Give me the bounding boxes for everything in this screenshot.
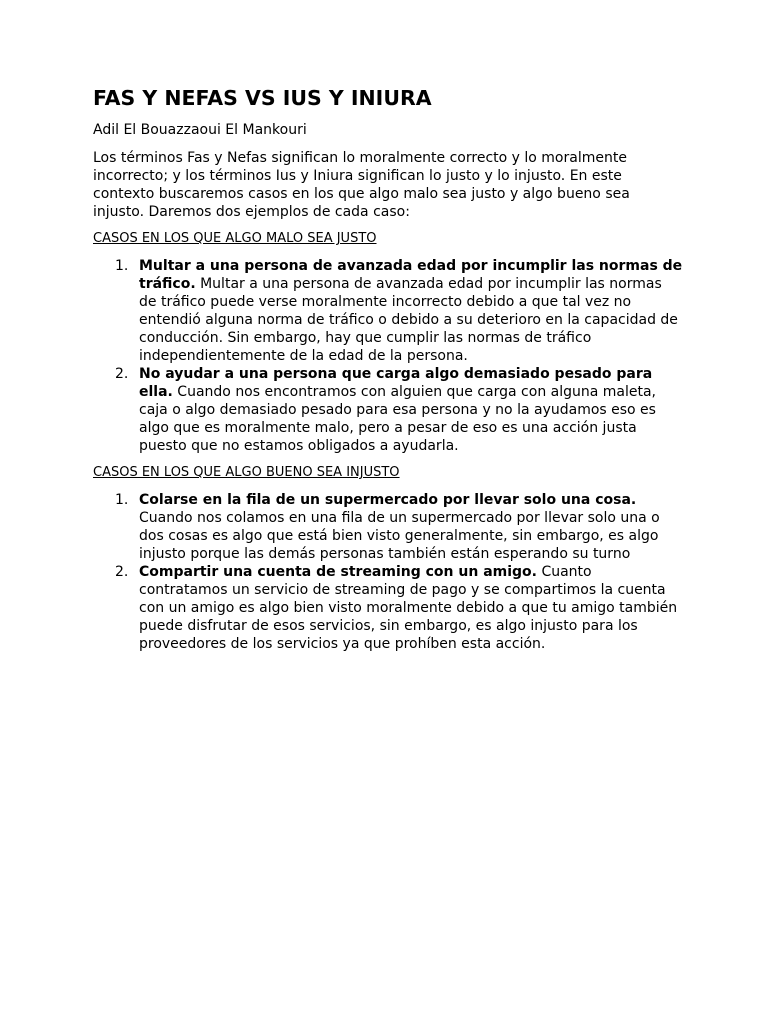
list-item-lead: Multar a una persona de avanzada edad por incumplir las normas de tráfico. — [139, 258, 683, 292]
document-title: FAS Y NEFAS VS IUS Y INIURA — [93, 86, 432, 110]
intro-paragraph: Los términos Fas y Nefas significan lo moralmente correcto y lo moralmente incorrecto; y los términos Ius y Iniura significan lo justo y lo injusto. En este contexto buscaremos casos en los que algo malo sea justo y algo bueno sea injusto. Daremos dos ejemplos de cada caso: — [93, 150, 630, 220]
section-heading-bueno-injusto: CASOS EN LOS QUE ALGO BUENO SEA INJUSTO — [93, 465, 400, 480]
list-item-text: Multar a una persona de avanzada edad por incumplir las normas de tráfico puede verse moralmente incorrecto debido a que tal vez no entendió alguna norma de tráfico o debido a su deterioro en la capacidad de conducción. Sin embargo, hay que cumplir las normas de tráfico independientemente de la edad de la persona. — [139, 276, 678, 364]
list-item-lead: Compartir una cuenta de streaming con un amigo. — [139, 564, 537, 580]
list-item-number: 1. — [115, 492, 129, 508]
document-page — [93, 84, 683, 653]
list-item-text: Cuando nos colamos en una fila de un supermercado por llevar solo una o dos cosas es algo que está bien visto generalmente, sin embargo, es algo injusto porque las demás personas también están esperando su turno — [139, 510, 660, 562]
section-heading-malo-justo: CASOS EN LOS QUE ALGO MALO SEA JUSTO — [93, 231, 377, 246]
list-item-text: Cuando nos encontramos con alguien que carga con alguna maleta, caja o algo demasiado pesado para esa persona y no la ayudamos eso es algo que es moralmente malo, pero a pesar de eso es una acción justa puesto que no estamos obligados a ayudarla. — [139, 384, 657, 454]
list-item — [93, 491, 683, 563]
list-item — [93, 365, 683, 455]
list-item-number: 1. — [115, 258, 129, 274]
list-item-lead: No ayudar a una persona que carga algo demasiado pesado para ella. — [139, 366, 653, 400]
list-item-number: 2. — [115, 366, 129, 382]
case-list-bueno-injusto — [93, 491, 683, 653]
list-item-text: Cuanto contratamos un servicio de streaming de pago y se compartimos la cuenta con un amigo es algo bien visto moralmente debido a que tu amigo también puede disfrutar de esos servicios, sin embargo, es algo injusto para los proveedores de los servicios ya que prohíben esta acción. — [139, 564, 678, 652]
list-item — [93, 257, 683, 365]
case-list-malo-justo — [93, 257, 683, 455]
list-item-number: 2. — [115, 564, 129, 580]
list-item — [93, 563, 683, 653]
list-item-lead: Colarse en la fila de un supermercado por llevar solo una cosa. — [139, 492, 637, 508]
author-name: Adil El Bouazzaoui El Mankouri — [93, 122, 307, 138]
